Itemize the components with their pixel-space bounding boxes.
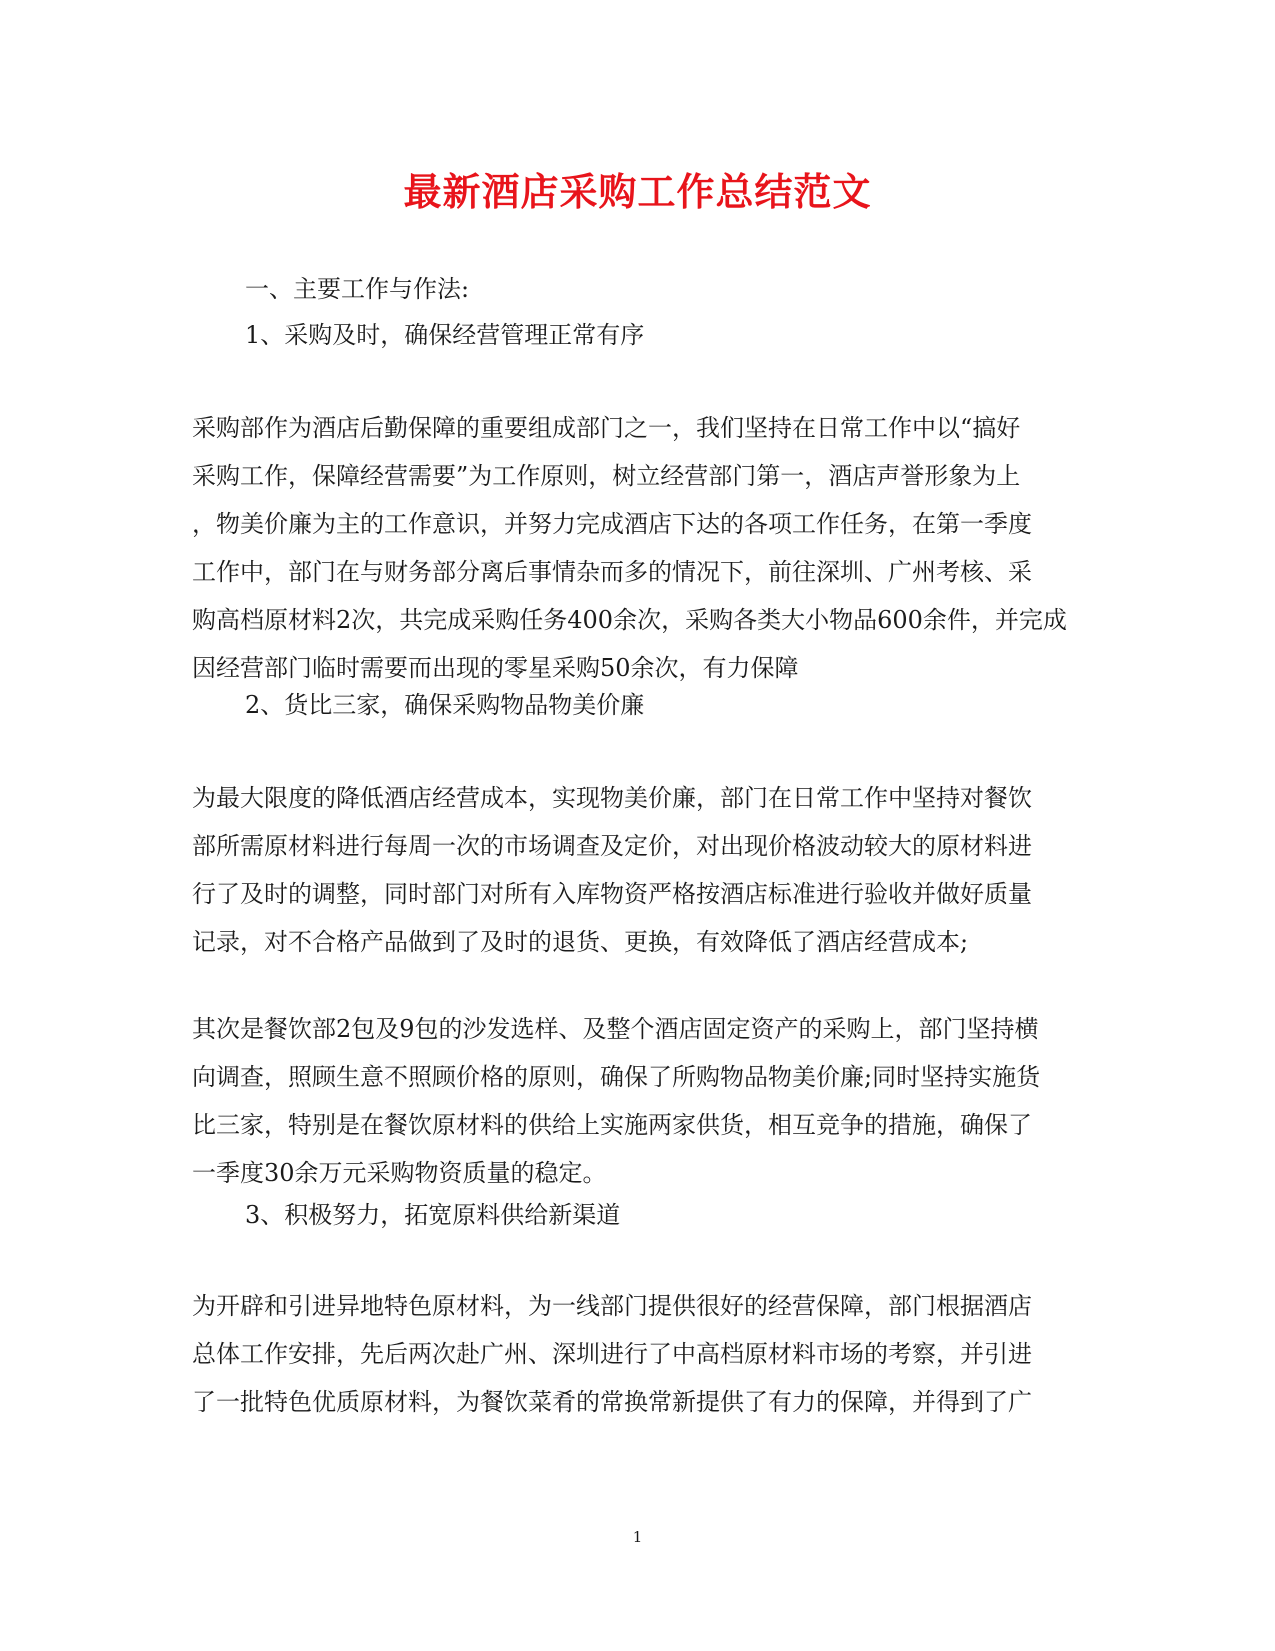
paragraph-line: 向调查，照顾生意不照顾价格的原则，确保了所购物品物美价廉;同时坚持实施货 bbox=[192, 1063, 1041, 1091]
paragraph-line: 比三家，特别是在餐饮原材料的供给上实施两家供货，相互竞争的措施，确保了 bbox=[192, 1111, 1032, 1139]
item-heading-2: 2、货比三家，确保采购物品物美价廉 bbox=[245, 691, 645, 719]
paragraph-line: 采购部作为酒店后勤保障的重要组成部门之一，我们坚持在日常工作中以“搞好 bbox=[192, 414, 1021, 442]
paragraph-line: 因经营部门临时需要而出现的零星采购50余次，有力保障 bbox=[192, 654, 799, 682]
paragraph-3 bbox=[192, 1005, 1082, 1197]
item-heading-1: 1、采购及时，确保经营管理正常有序 bbox=[245, 321, 645, 349]
page-number: 1 bbox=[632, 1528, 643, 1546]
paragraph-line: 总体工作安排，先后两次赴广州、深圳进行了中高档原材料市场的考察，并引进 bbox=[192, 1340, 1032, 1368]
paragraph-1 bbox=[192, 404, 1082, 692]
paragraph-line: 部所需原材料进行每周一次的市场调查及定价，对出现价格波动较大的原材料进 bbox=[192, 832, 1032, 860]
paragraph-line: 为开辟和引进异地特色原材料，为一线部门提供很好的经营保障，部门根据酒店 bbox=[192, 1292, 1032, 1320]
paragraph-line: 记录，对不合格产品做到了及时的退货、更换，有效降低了酒店经营成本; bbox=[192, 928, 969, 956]
paragraph-line: 采购工作，保障经营需要”为工作原则，树立经营部门第一，酒店声誉形象为上 bbox=[192, 462, 1021, 490]
paragraph-line: 工作中，部门在与财务部分离后事情杂而多的情况下，前往深圳、广州考核、采 bbox=[192, 558, 1032, 586]
paragraph-line: 为最大限度的降低酒店经营成本，实现物美价廉，部门在日常工作中坚持对餐饮 bbox=[192, 784, 1032, 812]
paragraph-line: 了一批特色优质原材料，为餐饮菜肴的常换常新提供了有力的保障，并得到了广 bbox=[192, 1388, 1032, 1416]
paragraph-2 bbox=[192, 774, 1082, 966]
paragraph-line: 购高档原材料2次，共完成采购任务400余次，采购各类大小物品600余件，并完成 bbox=[192, 606, 1067, 634]
paragraph-line: ，物美价廉为主的工作意识，并努力完成酒店下达的各项工作任务，在第一季度 bbox=[192, 510, 1032, 538]
paragraph-line: 行了及时的调整，同时部门对所有入库物资严格按酒店标准进行验收并做好质量 bbox=[192, 880, 1032, 908]
paragraph-line: 其次是餐饮部2包及9包的沙发选样、及整个酒店固定资产的采购上，部门坚持横 bbox=[192, 1015, 1039, 1043]
paragraph-line: 一季度30余万元采购物资质量的稳定。 bbox=[192, 1159, 607, 1187]
section-heading-main-work: 一、主要工作与作法: bbox=[245, 275, 470, 303]
paragraph-4 bbox=[192, 1282, 1082, 1426]
item-heading-3: 3、积极努力，拓宽原料供给新渠道 bbox=[245, 1201, 621, 1229]
document-title: 最新酒店采购工作总结范文 bbox=[403, 169, 872, 214]
